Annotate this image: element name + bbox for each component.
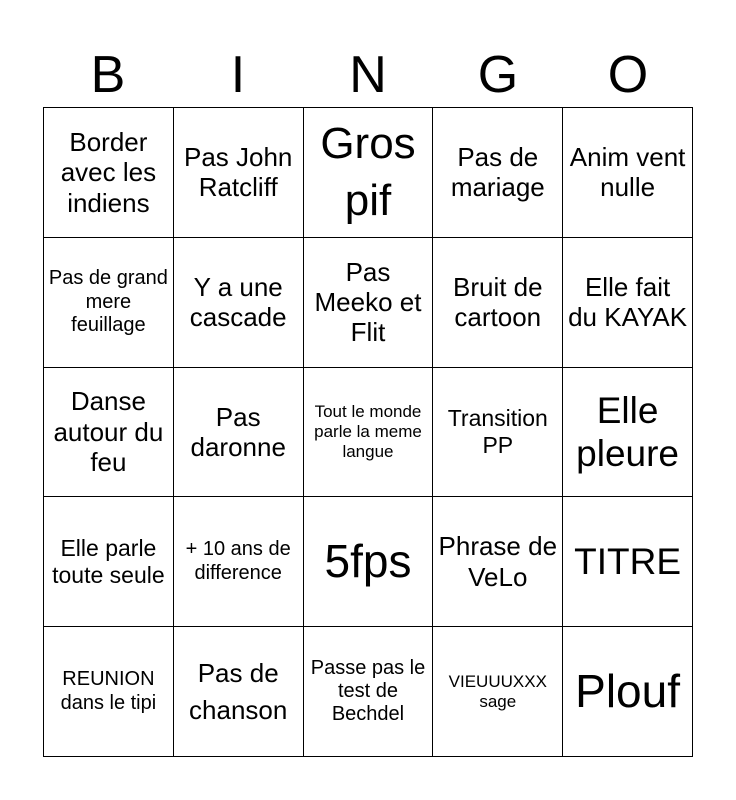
bingo-cell[interactable]: Plouf [563,627,693,757]
header-letter-b: B [90,46,126,104]
bingo-cell[interactable]: + 10 ans de difference [174,497,304,627]
header-letter-g: G [477,46,519,104]
bingo-cell[interactable]: Border avec les indiens [44,108,174,238]
bingo-cell[interactable]: Elle fait du KAYAK [563,238,693,368]
bingo-cell[interactable]: Pas John Ratcliff [174,108,304,238]
bingo-cell[interactable]: Pas Meeko et Flit [304,238,434,368]
bingo-cell[interactable]: Pas de mariage [433,108,563,238]
bingo-cell[interactable]: Gros pif [304,108,434,238]
bingo-board [43,107,693,757]
bingo-cell[interactable]: VIEUUUXXX sage [433,627,563,757]
bingo-cell[interactable]: Tout le monde parle la meme langue [304,368,434,498]
bingo-cell[interactable]: 5fps [304,497,434,627]
bingo-header [43,44,693,106]
bingo-cell[interactable]: Passe pas le test de Bechdel [304,627,434,757]
bingo-cell[interactable]: Transition PP [433,368,563,498]
header-letter-o: O [607,46,649,104]
bingo-cell[interactable]: TITRE [563,497,693,627]
bingo-cell[interactable]: Y a une cascade [174,238,304,368]
bingo-cell[interactable]: Pas daronne [174,368,304,498]
bingo-cell[interactable]: Elle pleure [563,368,693,498]
bingo-cell[interactable]: Phrase de VeLo [433,497,563,627]
bingo-cell[interactable]: Bruit de cartoon [433,238,563,368]
bingo-cell[interactable]: Pas de grand mere feuillage [44,238,174,368]
bingo-cell[interactable]: Elle parle toute seule [44,497,174,627]
bingo-cell[interactable]: Anim vent nulle [563,108,693,238]
bingo-cell[interactable]: REUNION dans le tipi [44,627,174,757]
bingo-cell[interactable]: Danse autour du feu [44,368,174,498]
header-letter-n: N [349,46,387,104]
bingo-cell[interactable]: Pas de chanson [174,627,304,757]
header-letter-i: I [230,46,246,104]
